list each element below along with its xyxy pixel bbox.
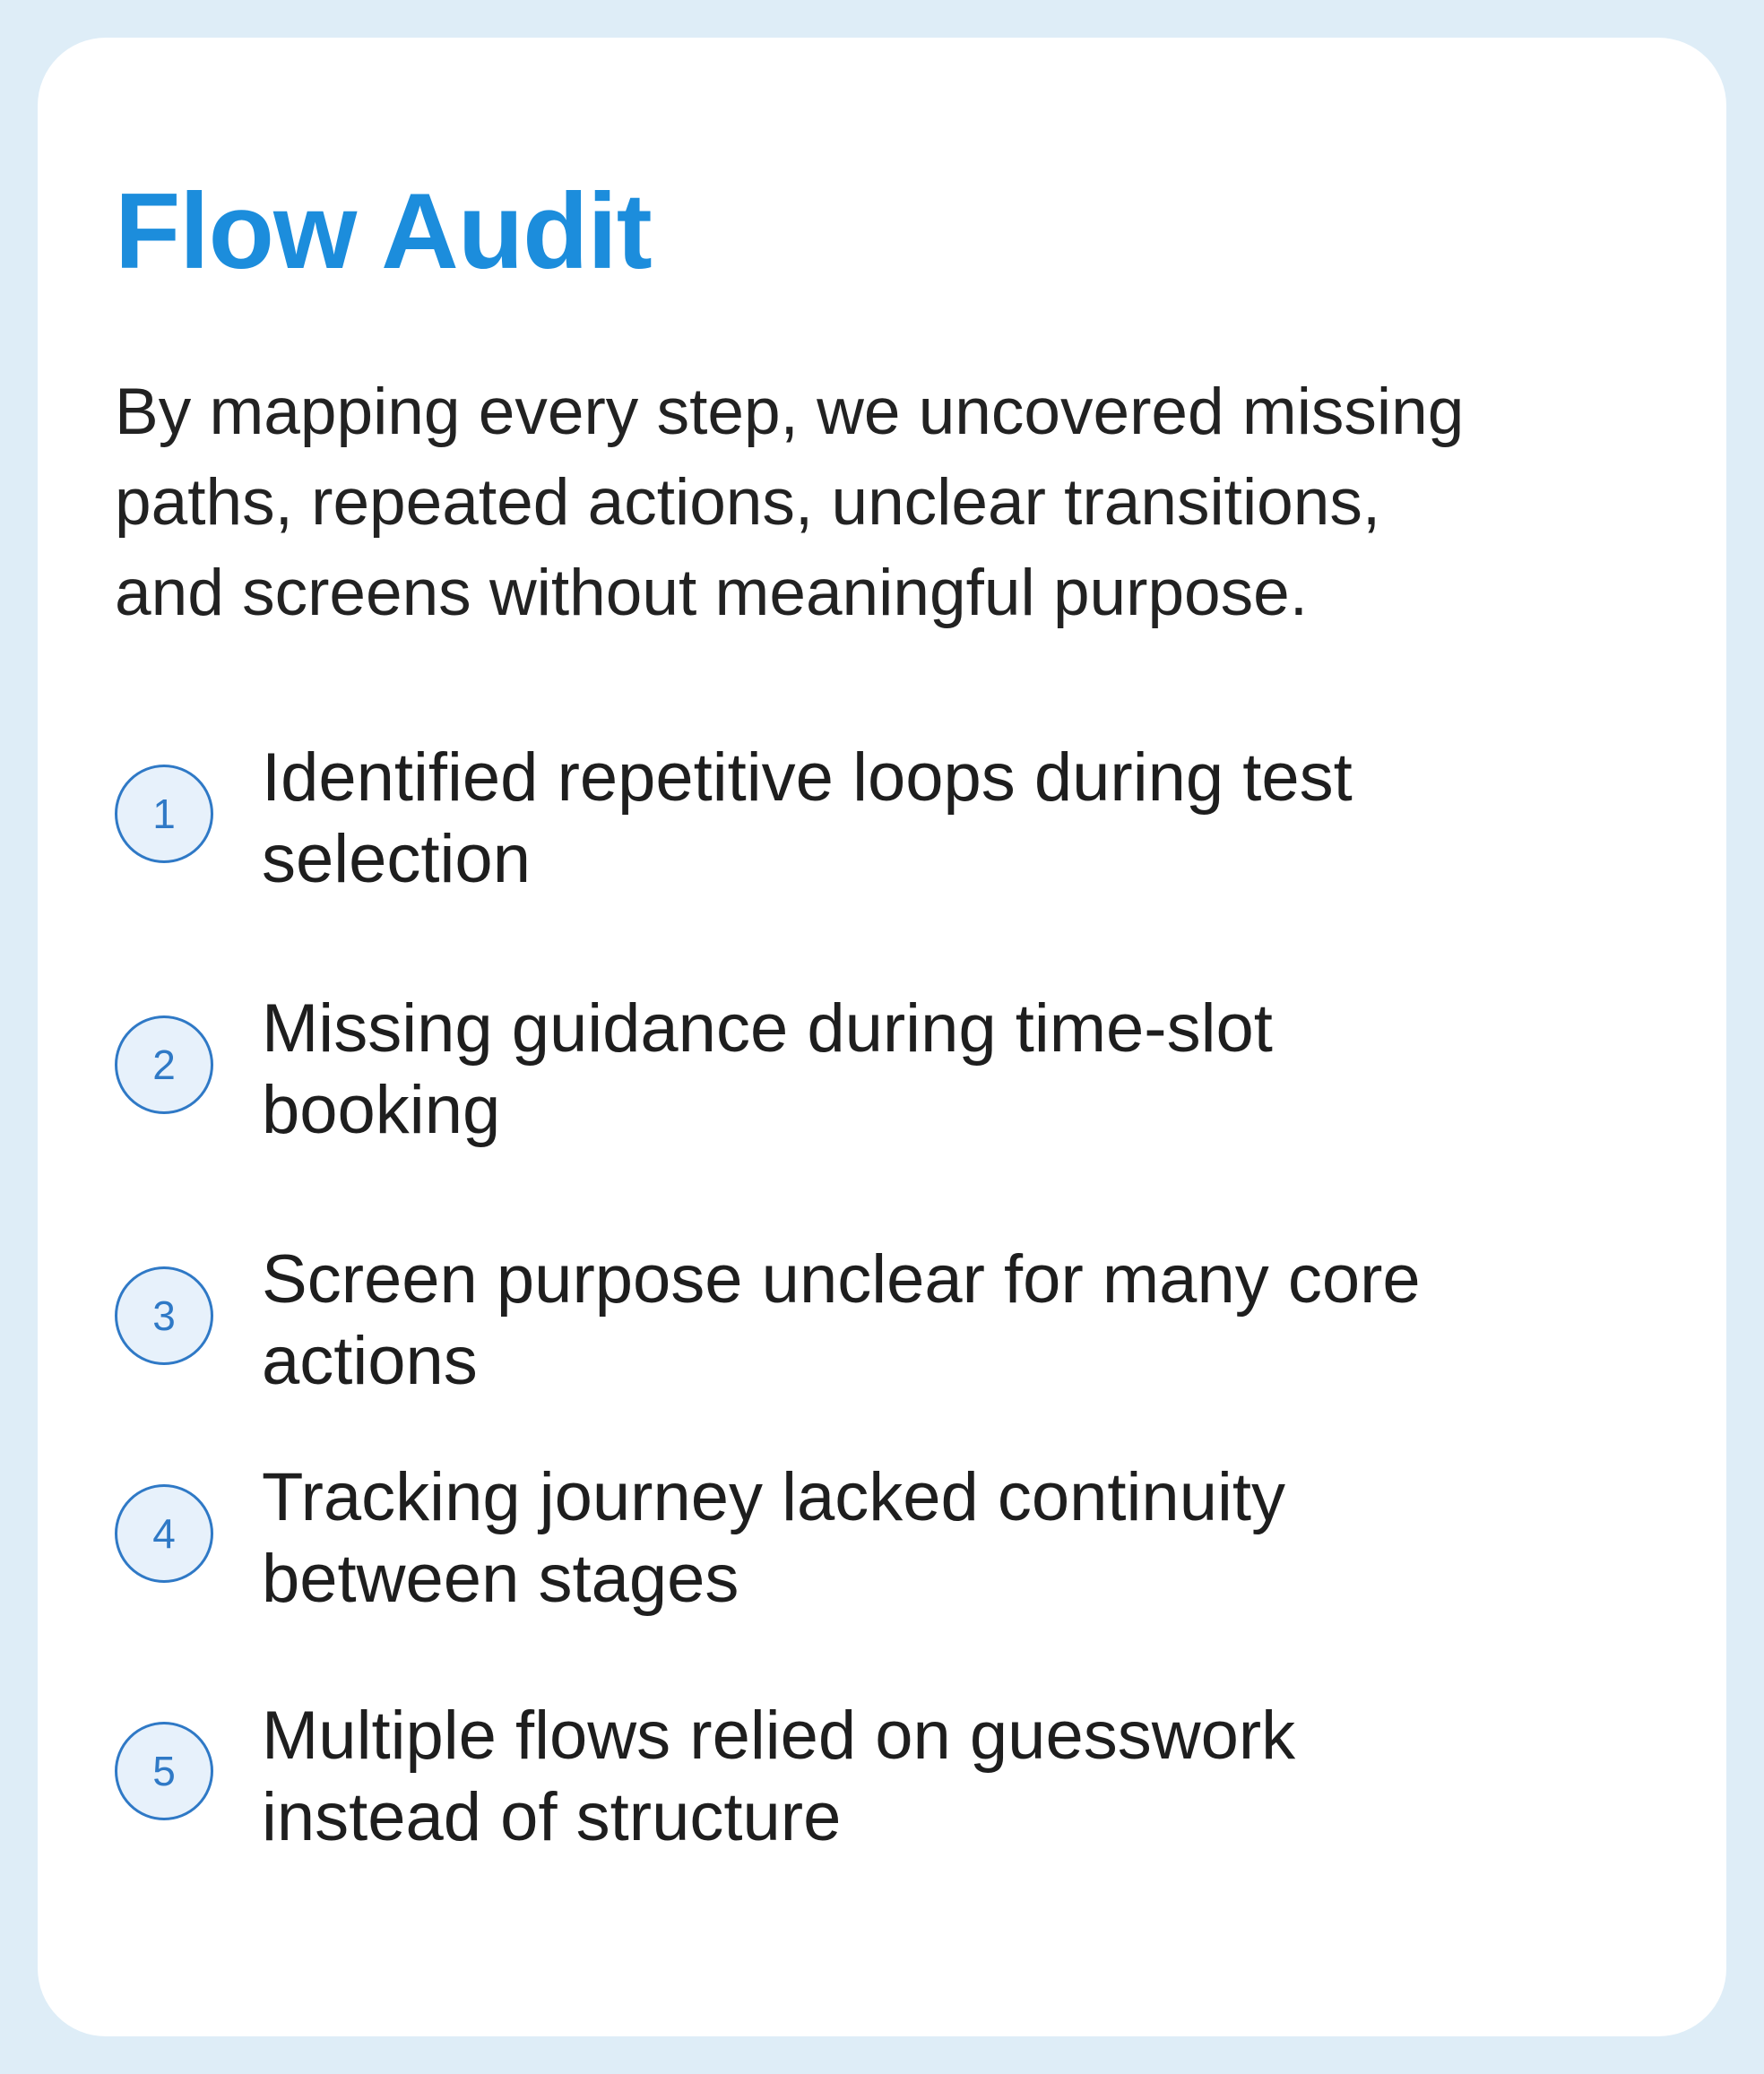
finding-line: Identified repetitive loops during test — [262, 739, 1353, 816]
finding-line: Multiple flows relied on guesswork — [262, 1698, 1296, 1774]
finding-item — [115, 737, 1621, 988]
finding-line: between stages — [262, 1541, 739, 1617]
finding-line: actions — [262, 1323, 478, 1399]
finding-line: instead of structure — [262, 1779, 842, 1855]
finding-line: Tracking journey lacked continuity — [262, 1459, 1285, 1535]
page-title: Flow Audit — [115, 171, 652, 291]
finding-line: Missing guidance during time-slot — [262, 990, 1273, 1067]
finding-item — [115, 988, 1621, 1239]
intro-line: paths, repeated actions, unclear transitions, — [115, 466, 1381, 539]
number-badge: 1 — [115, 765, 213, 863]
findings-list — [115, 737, 1621, 1992]
finding-line: selection — [262, 821, 531, 897]
finding-text — [262, 1239, 1421, 1402]
finding-line: booking — [262, 1072, 501, 1148]
finding-text — [262, 988, 1273, 1151]
number-badge: 4 — [115, 1484, 213, 1583]
number-badge: 5 — [115, 1722, 213, 1820]
finding-line: Screen purpose unclear for many core — [262, 1241, 1421, 1318]
number-badge: 3 — [115, 1266, 213, 1365]
intro-line: and screens without meaningful purpose. — [115, 557, 1309, 629]
intro-paragraph — [115, 367, 1603, 638]
finding-text — [262, 1695, 1295, 1858]
finding-text — [262, 1456, 1285, 1620]
finding-item — [115, 1239, 1621, 1490]
number-badge: 2 — [115, 1015, 213, 1114]
finding-item — [115, 1698, 1621, 1992]
finding-text — [262, 737, 1353, 900]
intro-line: By mapping every step, we uncovered missing — [115, 376, 1465, 448]
